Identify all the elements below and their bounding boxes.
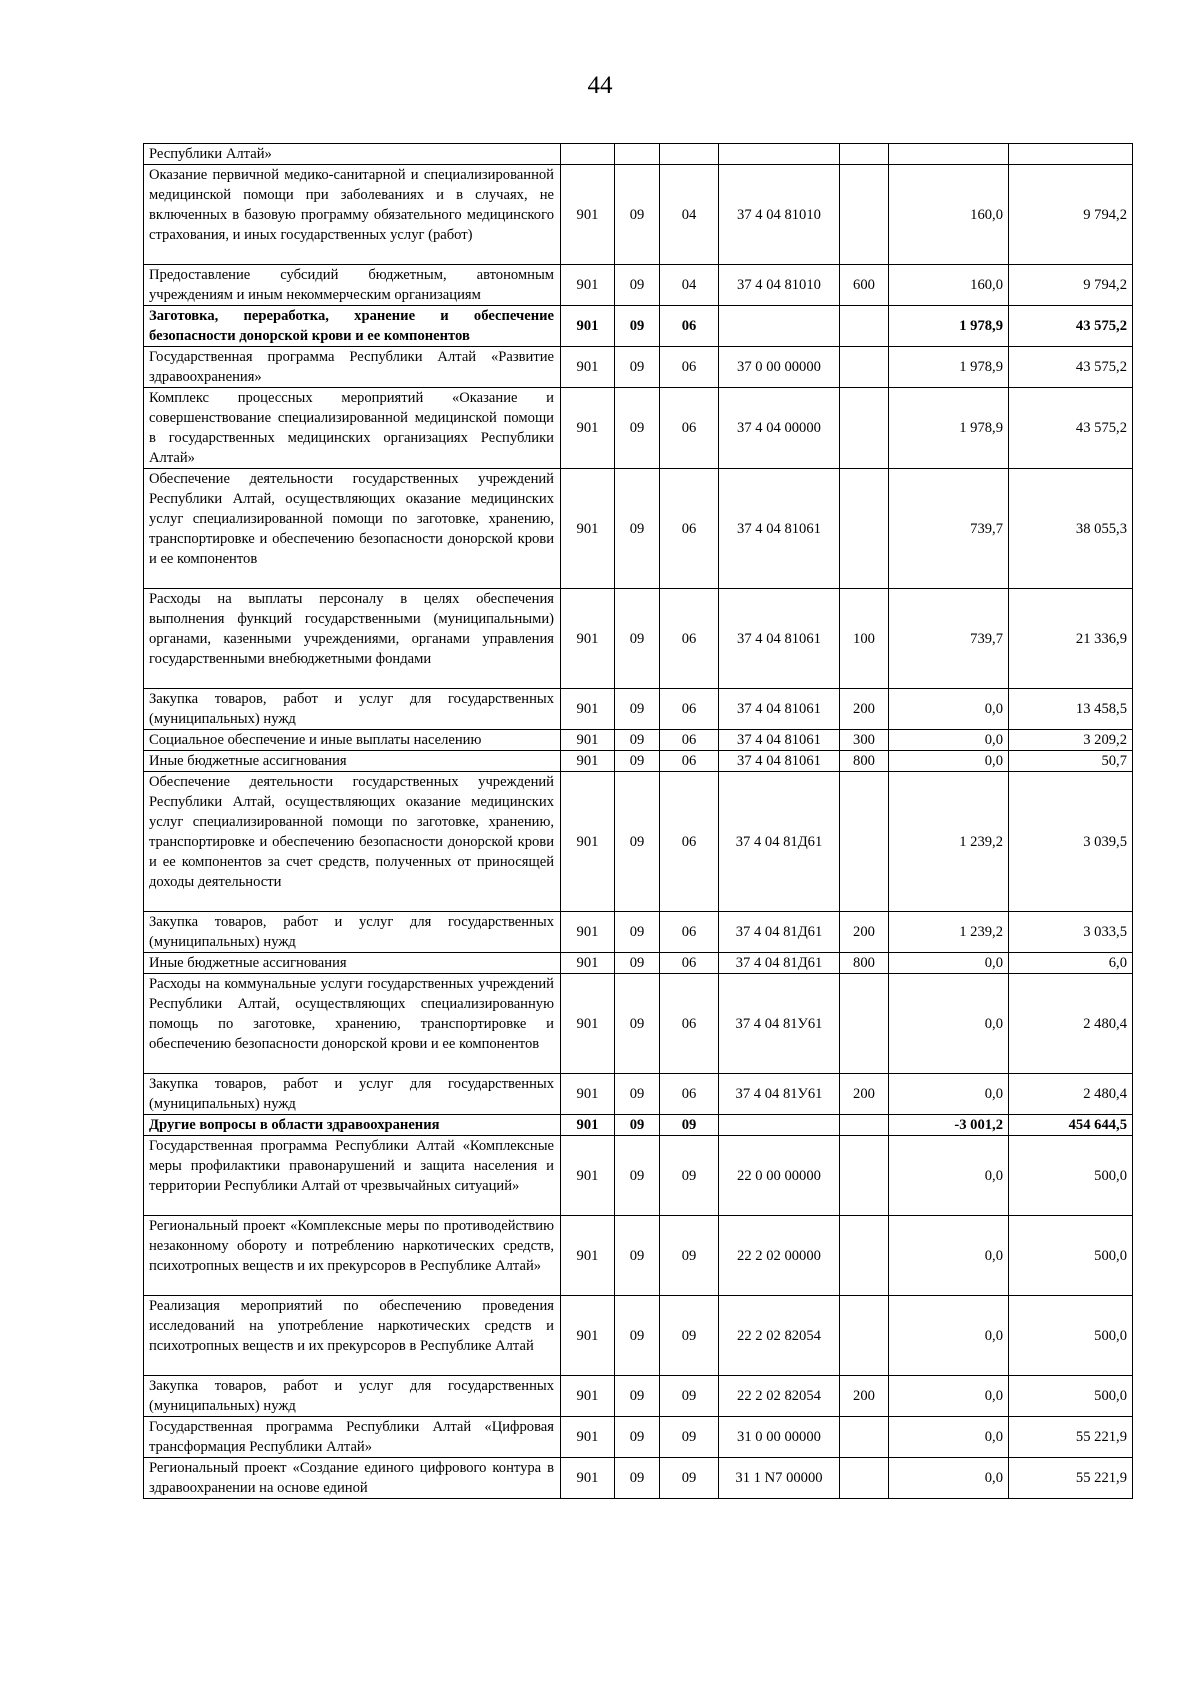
cell-name: Республики Алтай» — [144, 144, 561, 165]
cell-target-article — [719, 1115, 840, 1136]
cell-amount-change: 160,0 — [889, 165, 1009, 265]
table-row — [144, 912, 1133, 953]
cell-section: 09 — [615, 469, 660, 589]
cell-amount-change: 1 239,2 — [889, 772, 1009, 912]
cell-ved: 901 — [561, 1417, 615, 1458]
cell-subsection: 06 — [660, 689, 719, 730]
cell-target-article: 37 4 04 81Д61 — [719, 912, 840, 953]
cell-amount-total: 500,0 — [1009, 1376, 1133, 1417]
cell-target-article: 37 4 04 81010 — [719, 265, 840, 306]
cell-subsection: 09 — [660, 1216, 719, 1296]
cell-section: 09 — [615, 265, 660, 306]
cell-subsection: 06 — [660, 589, 719, 689]
cell-expense-type: 600 — [840, 265, 889, 306]
cell-ved: 901 — [561, 388, 615, 469]
cell-name: Закупка товаров, работ и услуг для государственных (муниципальных) нужд — [144, 1376, 561, 1417]
cell-target-article: 37 4 04 81У61 — [719, 1074, 840, 1115]
cell-ved: 901 — [561, 589, 615, 689]
cell-expense-type — [840, 974, 889, 1074]
cell-amount-total: 500,0 — [1009, 1296, 1133, 1376]
cell-amount-change: 160,0 — [889, 265, 1009, 306]
cell-expense-type: 800 — [840, 751, 889, 772]
cell-name: Обеспечение деятельности государственных учреждений Республики Алтай, осуществляющих оказание медицинских услуг специализированной помощи по заготовке, хранению, транспортировке и обеспечению безопасности донорской крови и ее компонентов за счет средств, полученных от приносящей доходы деятельности — [144, 772, 561, 912]
cell-section: 09 — [615, 165, 660, 265]
cell-section: 09 — [615, 1216, 660, 1296]
cell-amount-change: 0,0 — [889, 751, 1009, 772]
cell-amount-change: 1 978,9 — [889, 347, 1009, 388]
cell-name: Закупка товаров, работ и услуг для государственных (муниципальных) нужд — [144, 689, 561, 730]
table-row — [144, 388, 1133, 469]
cell-amount-change: 0,0 — [889, 1074, 1009, 1115]
cell-ved: 901 — [561, 953, 615, 974]
cell-name: Государственная программа Республики Алтай «Цифровая трансформация Республики Алтай» — [144, 1417, 561, 1458]
cell-target-article: 22 2 02 82054 — [719, 1376, 840, 1417]
table-row — [144, 1376, 1133, 1417]
cell-expense-type — [840, 1417, 889, 1458]
cell-ved: 901 — [561, 772, 615, 912]
cell-amount-total: 3 033,5 — [1009, 912, 1133, 953]
cell-section: 09 — [615, 912, 660, 953]
cell-name: Обеспечение деятельности государственных учреждений Республики Алтай, осуществляющих оказание медицинских услуг специализированной помощи по заготовке, хранению, транспортировке и обеспечению безопасности донорской крови и ее компонентов — [144, 469, 561, 589]
cell-target-article — [719, 306, 840, 347]
cell-name: Предоставление субсидий бюджетным, автономным учреждениям и иным некоммерческим организациям — [144, 265, 561, 306]
cell-ved: 901 — [561, 689, 615, 730]
cell-subsection: 06 — [660, 388, 719, 469]
cell-section: 09 — [615, 689, 660, 730]
cell-amount-change: 0,0 — [889, 974, 1009, 1074]
cell-expense-type — [840, 347, 889, 388]
cell-subsection: 09 — [660, 1376, 719, 1417]
cell-target-article: 37 4 04 81061 — [719, 730, 840, 751]
table-row — [144, 306, 1133, 347]
cell-subsection: 04 — [660, 265, 719, 306]
cell-amount-change: 0,0 — [889, 730, 1009, 751]
cell-amount-total: 13 458,5 — [1009, 689, 1133, 730]
cell-expense-type: 100 — [840, 589, 889, 689]
cell-subsection: 06 — [660, 912, 719, 953]
cell-amount-total: 43 575,2 — [1009, 306, 1133, 347]
cell-name: Государственная программа Республики Алтай «Комплексные меры профилактики правонарушений и защита населения и территории Республики Алтай от чрезвычайных ситуаций» — [144, 1136, 561, 1216]
cell-section: 09 — [615, 772, 660, 912]
table-row — [144, 1216, 1133, 1296]
cell-amount-total: 43 575,2 — [1009, 347, 1133, 388]
cell-ved — [561, 144, 615, 165]
cell-amount-change: 0,0 — [889, 1458, 1009, 1499]
cell-expense-type — [840, 165, 889, 265]
cell-amount-total: 2 480,4 — [1009, 974, 1133, 1074]
table-row — [144, 689, 1133, 730]
cell-amount-change: 0,0 — [889, 953, 1009, 974]
cell-amount-total: 6,0 — [1009, 953, 1133, 974]
cell-amount-total: 454 644,5 — [1009, 1115, 1133, 1136]
cell-section: 09 — [615, 1136, 660, 1216]
cell-amount-total: 9 794,2 — [1009, 165, 1133, 265]
table-row — [144, 469, 1133, 589]
cell-section: 09 — [615, 730, 660, 751]
cell-section: 09 — [615, 1417, 660, 1458]
cell-amount-change: 0,0 — [889, 1376, 1009, 1417]
cell-target-article: 37 4 04 81061 — [719, 589, 840, 689]
cell-ved: 901 — [561, 912, 615, 953]
cell-target-article: 37 4 04 81Д61 — [719, 953, 840, 974]
cell-expense-type — [840, 772, 889, 912]
table-row — [144, 144, 1133, 165]
cell-subsection: 09 — [660, 1296, 719, 1376]
table-row — [144, 1417, 1133, 1458]
cell-amount-change: 1 239,2 — [889, 912, 1009, 953]
cell-amount-total: 3 209,2 — [1009, 730, 1133, 751]
cell-expense-type — [840, 144, 889, 165]
cell-amount-change: 1 978,9 — [889, 306, 1009, 347]
table-row — [144, 974, 1133, 1074]
cell-expense-type — [840, 1136, 889, 1216]
cell-section: 09 — [615, 751, 660, 772]
cell-target-article: 31 0 00 00000 — [719, 1417, 840, 1458]
table-row — [144, 1296, 1133, 1376]
cell-name: Комплекс процессных мероприятий «Оказание и совершенствование специализированной медицинской помощи в государственных медицинских организациях Республики Алтай» — [144, 388, 561, 469]
cell-subsection: 06 — [660, 772, 719, 912]
cell-amount-total — [1009, 144, 1133, 165]
cell-subsection: 09 — [660, 1115, 719, 1136]
cell-amount-total: 2 480,4 — [1009, 1074, 1133, 1115]
cell-amount-change: 0,0 — [889, 1296, 1009, 1376]
budget-table-body — [144, 144, 1133, 1499]
cell-target-article: 37 4 04 81061 — [719, 751, 840, 772]
cell-subsection: 06 — [660, 469, 719, 589]
cell-expense-type: 200 — [840, 912, 889, 953]
cell-ved: 901 — [561, 730, 615, 751]
cell-ved: 901 — [561, 1376, 615, 1417]
table-row — [144, 751, 1133, 772]
cell-amount-change: 0,0 — [889, 1136, 1009, 1216]
cell-section: 09 — [615, 589, 660, 689]
cell-subsection: 06 — [660, 730, 719, 751]
cell-name: Региональный проект «Создание единого цифрового контура в здравоохранении на основе единой — [144, 1458, 561, 1499]
cell-section: 09 — [615, 1296, 660, 1376]
cell-name: Региональный проект «Комплексные меры по противодействию незаконному обороту и потреблению наркотических средств, психотропных веществ и их прекурсоров в Республике Алтай» — [144, 1216, 561, 1296]
cell-amount-total: 38 055,3 — [1009, 469, 1133, 589]
budget-table — [143, 143, 1133, 1499]
cell-subsection: 06 — [660, 347, 719, 388]
cell-amount-total: 50,7 — [1009, 751, 1133, 772]
cell-expense-type — [840, 1115, 889, 1136]
cell-section: 09 — [615, 974, 660, 1074]
cell-name: Закупка товаров, работ и услуг для государственных (муниципальных) нужд — [144, 1074, 561, 1115]
cell-expense-type — [840, 306, 889, 347]
cell-target-article: 37 4 04 00000 — [719, 388, 840, 469]
cell-ved: 901 — [561, 1296, 615, 1376]
cell-expense-type: 200 — [840, 1376, 889, 1417]
table-row — [144, 165, 1133, 265]
cell-expense-type: 200 — [840, 689, 889, 730]
table-row — [144, 772, 1133, 912]
table-row — [144, 1458, 1133, 1499]
table-row — [144, 589, 1133, 689]
cell-amount-change: 0,0 — [889, 689, 1009, 730]
cell-target-article: 37 0 00 00000 — [719, 347, 840, 388]
cell-name: Оказание первичной медико-санитарной и специализированной медицинской помощи при заболеваниях и в случаях, не включенных в базовую программу обязательного медицинского страхования, и иных государственных услуг (работ) — [144, 165, 561, 265]
cell-section: 09 — [615, 1458, 660, 1499]
cell-name: Иные бюджетные ассигнования — [144, 953, 561, 974]
cell-name: Расходы на коммунальные услуги государственных учреждений Республики Алтай, осуществляющих специализированную помощь по заготовке, хранению, транспортировке и обеспечению безопасности донорской крови и ее компонентов — [144, 974, 561, 1074]
cell-expense-type: 300 — [840, 730, 889, 751]
cell-expense-type: 800 — [840, 953, 889, 974]
cell-target-article: 37 4 04 81061 — [719, 469, 840, 589]
cell-name: Иные бюджетные ассигнования — [144, 751, 561, 772]
cell-name: Государственная программа Республики Алтай «Развитие здравоохранения» — [144, 347, 561, 388]
cell-subsection: 09 — [660, 1458, 719, 1499]
page-number: 44 — [587, 72, 613, 99]
cell-name: Закупка товаров, работ и услуг для государственных (муниципальных) нужд — [144, 912, 561, 953]
cell-target-article: 37 4 04 81061 — [719, 689, 840, 730]
cell-subsection: 06 — [660, 953, 719, 974]
cell-subsection: 04 — [660, 165, 719, 265]
cell-amount-total: 500,0 — [1009, 1136, 1133, 1216]
cell-amount-change: 0,0 — [889, 1417, 1009, 1458]
cell-ved: 901 — [561, 165, 615, 265]
table-row — [144, 730, 1133, 751]
cell-section: 09 — [615, 1074, 660, 1115]
cell-target-article: 37 4 04 81Д61 — [719, 772, 840, 912]
cell-target-article: 31 1 N7 00000 — [719, 1458, 840, 1499]
cell-section: 09 — [615, 388, 660, 469]
cell-amount-total: 43 575,2 — [1009, 388, 1133, 469]
cell-subsection: 06 — [660, 306, 719, 347]
cell-name: Реализация мероприятий по обеспечению проведения исследований на употребление наркотических средств и психотропных веществ и их прекурсоров в Республике Алтай — [144, 1296, 561, 1376]
cell-ved: 901 — [561, 1115, 615, 1136]
cell-target-article: 22 2 02 00000 — [719, 1216, 840, 1296]
cell-expense-type — [840, 1296, 889, 1376]
cell-target-article — [719, 144, 840, 165]
cell-ved: 901 — [561, 974, 615, 1074]
cell-name: Социальное обеспечение и иные выплаты населению — [144, 730, 561, 751]
cell-ved: 901 — [561, 1074, 615, 1115]
table-row — [144, 1074, 1133, 1115]
cell-section: 09 — [615, 306, 660, 347]
cell-name: Заготовка, переработка, хранение и обеспечение безопасности донорской крови и ее компонентов — [144, 306, 561, 347]
cell-expense-type — [840, 388, 889, 469]
cell-target-article: 37 4 04 81010 — [719, 165, 840, 265]
cell-target-article: 22 0 00 00000 — [719, 1136, 840, 1216]
cell-amount-change: 1 978,9 — [889, 388, 1009, 469]
cell-amount-total: 21 336,9 — [1009, 589, 1133, 689]
cell-amount-change: 739,7 — [889, 469, 1009, 589]
cell-subsection — [660, 144, 719, 165]
cell-subsection: 06 — [660, 1074, 719, 1115]
cell-section: 09 — [615, 1376, 660, 1417]
cell-amount-change: 0,0 — [889, 1216, 1009, 1296]
cell-section: 09 — [615, 1115, 660, 1136]
table-row — [144, 347, 1133, 388]
cell-section: 09 — [615, 953, 660, 974]
cell-section — [615, 144, 660, 165]
cell-amount-total: 9 794,2 — [1009, 265, 1133, 306]
table-row — [144, 1115, 1133, 1136]
cell-expense-type — [840, 1216, 889, 1296]
cell-amount-total: 3 039,5 — [1009, 772, 1133, 912]
cell-subsection: 09 — [660, 1136, 719, 1216]
cell-amount-total: 55 221,9 — [1009, 1458, 1133, 1499]
cell-ved: 901 — [561, 469, 615, 589]
cell-amount-change — [889, 144, 1009, 165]
cell-ved: 901 — [561, 1216, 615, 1296]
table-row — [144, 1136, 1133, 1216]
cell-ved: 901 — [561, 347, 615, 388]
table-row — [144, 953, 1133, 974]
cell-name: Расходы на выплаты персоналу в целях обеспечения выполнения функций государственными (муниципальными) органами, казенными учреждениями, органами управления государственными внебюджетными фондами — [144, 589, 561, 689]
cell-amount-total: 55 221,9 — [1009, 1417, 1133, 1458]
cell-subsection: 09 — [660, 1417, 719, 1458]
cell-amount-change: 739,7 — [889, 589, 1009, 689]
cell-ved: 901 — [561, 306, 615, 347]
cell-expense-type — [840, 1458, 889, 1499]
cell-section: 09 — [615, 347, 660, 388]
cell-amount-total: 500,0 — [1009, 1216, 1133, 1296]
cell-amount-change: -3 001,2 — [889, 1115, 1009, 1136]
table-row — [144, 265, 1133, 306]
cell-target-article: 22 2 02 82054 — [719, 1296, 840, 1376]
cell-subsection: 06 — [660, 974, 719, 1074]
cell-ved: 901 — [561, 265, 615, 306]
cell-ved: 901 — [561, 751, 615, 772]
cell-expense-type: 200 — [840, 1074, 889, 1115]
cell-subsection: 06 — [660, 751, 719, 772]
cell-ved: 901 — [561, 1458, 615, 1499]
cell-target-article: 37 4 04 81У61 — [719, 974, 840, 1074]
cell-ved: 901 — [561, 1136, 615, 1216]
cell-name: Другие вопросы в области здравоохранения — [144, 1115, 561, 1136]
cell-expense-type — [840, 469, 889, 589]
